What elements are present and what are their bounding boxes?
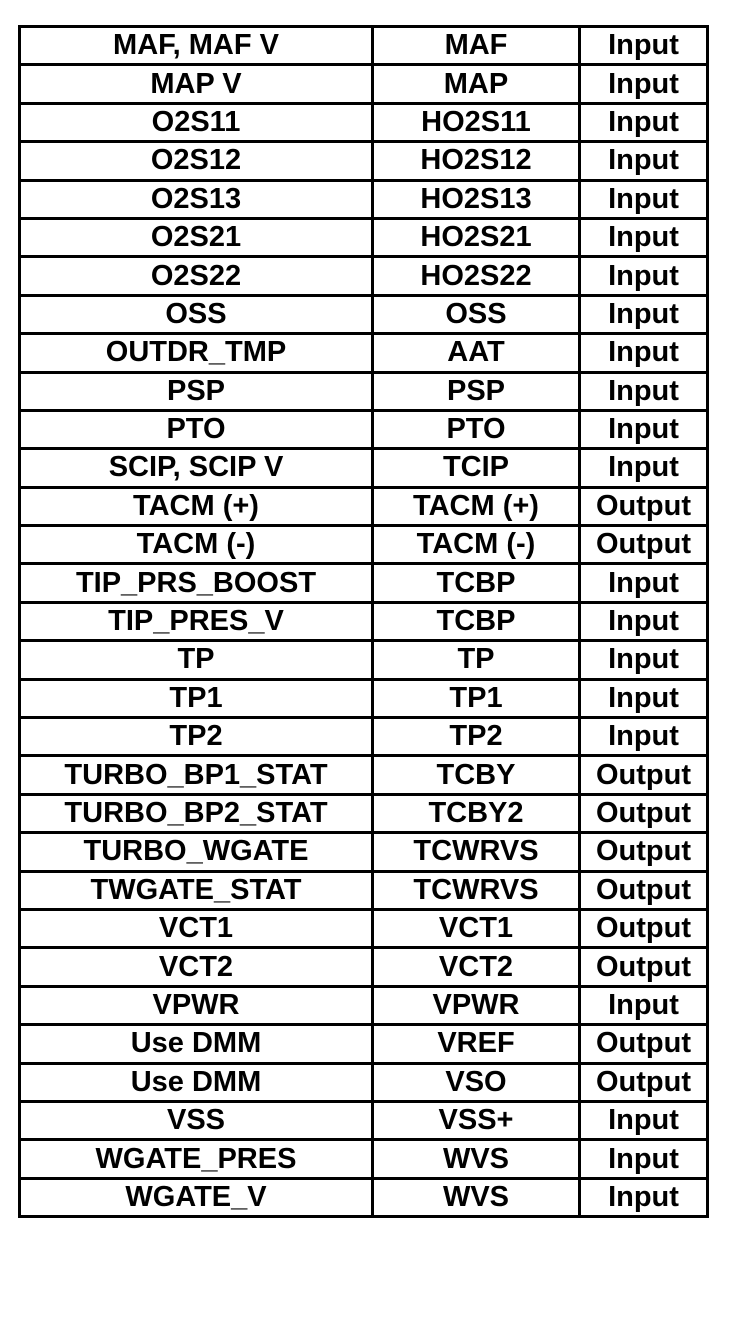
signal-name-cell: O2S22 [20, 257, 373, 295]
table-row [20, 871, 708, 909]
table-row [20, 948, 708, 986]
table-row [20, 372, 708, 410]
table-row [20, 180, 708, 218]
pin-name-cell: HO2S22 [373, 257, 580, 295]
signal-name-cell: O2S21 [20, 218, 373, 256]
direction-cell: Input [580, 103, 708, 141]
pin-name-cell: VCT2 [373, 948, 580, 986]
table-row [20, 1101, 708, 1139]
direction-cell: Input [580, 641, 708, 679]
table-row [20, 833, 708, 871]
signal-table [18, 25, 709, 1218]
direction-cell: Input [580, 449, 708, 487]
direction-cell: Input [580, 1140, 708, 1178]
signal-name-cell: TWGATE_STAT [20, 871, 373, 909]
signal-name-cell: TP [20, 641, 373, 679]
pin-name-cell: TCWRVS [373, 871, 580, 909]
direction-cell: Output [580, 1025, 708, 1063]
table-row [20, 526, 708, 564]
table-row [20, 65, 708, 103]
signal-name-cell: PTO [20, 410, 373, 448]
direction-cell: Input [580, 65, 708, 103]
table-row [20, 1063, 708, 1101]
signal-name-cell: O2S11 [20, 103, 373, 141]
direction-cell: Input [580, 1101, 708, 1139]
pin-name-cell: VSS+ [373, 1101, 580, 1139]
pin-name-cell: VCT1 [373, 909, 580, 947]
pin-name-cell: HO2S21 [373, 218, 580, 256]
signal-name-cell: VPWR [20, 986, 373, 1024]
direction-cell: Input [580, 564, 708, 602]
table-row [20, 756, 708, 794]
pin-name-cell: VREF [373, 1025, 580, 1063]
pin-name-cell: TP [373, 641, 580, 679]
pin-name-cell: TCBP [373, 564, 580, 602]
direction-cell: Input [580, 986, 708, 1024]
direction-cell: Input [580, 718, 708, 756]
table-row [20, 27, 708, 65]
signal-name-cell: WGATE_PRES [20, 1140, 373, 1178]
signal-name-cell: WGATE_V [20, 1178, 373, 1216]
pin-name-cell: PSP [373, 372, 580, 410]
signal-name-cell: PSP [20, 372, 373, 410]
signal-name-cell: TURBO_WGATE [20, 833, 373, 871]
table-row [20, 295, 708, 333]
direction-cell: Output [580, 526, 708, 564]
pin-name-cell: TP1 [373, 679, 580, 717]
pin-name-cell: WVS [373, 1178, 580, 1216]
direction-cell: Input [580, 27, 708, 65]
table-row [20, 909, 708, 947]
table-row [20, 449, 708, 487]
pin-name-cell: HO2S11 [373, 103, 580, 141]
pin-name-cell: TCBY2 [373, 794, 580, 832]
direction-cell: Input [580, 218, 708, 256]
pin-name-cell: MAF [373, 27, 580, 65]
table-row [20, 641, 708, 679]
direction-cell: Output [580, 909, 708, 947]
direction-cell: Input [580, 679, 708, 717]
table-row [20, 410, 708, 448]
table-row [20, 218, 708, 256]
pin-name-cell: HO2S12 [373, 142, 580, 180]
table-row [20, 1025, 708, 1063]
table-row [20, 103, 708, 141]
direction-cell: Input [580, 1178, 708, 1216]
direction-cell: Output [580, 794, 708, 832]
direction-cell: Input [580, 142, 708, 180]
direction-cell: Input [580, 602, 708, 640]
direction-cell: Output [580, 1063, 708, 1101]
signal-table-body [20, 27, 708, 1217]
pin-name-cell: PTO [373, 410, 580, 448]
signal-name-cell: TACM (+) [20, 487, 373, 525]
pin-name-cell: VPWR [373, 986, 580, 1024]
signal-name-cell: MAF, MAF V [20, 27, 373, 65]
signal-name-cell: O2S13 [20, 180, 373, 218]
pin-name-cell: TCIP [373, 449, 580, 487]
pin-name-cell: OSS [373, 295, 580, 333]
signal-name-cell: TURBO_BP1_STAT [20, 756, 373, 794]
direction-cell: Input [580, 410, 708, 448]
pin-name-cell: TP2 [373, 718, 580, 756]
direction-cell: Input [580, 372, 708, 410]
pin-name-cell: TACM (+) [373, 487, 580, 525]
signal-name-cell: TIP_PRS_BOOST [20, 564, 373, 602]
table-row [20, 334, 708, 372]
table-row [20, 1178, 708, 1216]
signal-name-cell: VCT2 [20, 948, 373, 986]
pin-name-cell: WVS [373, 1140, 580, 1178]
direction-cell: Output [580, 833, 708, 871]
table-row [20, 679, 708, 717]
table-row [20, 487, 708, 525]
signal-name-cell: TACM (-) [20, 526, 373, 564]
pin-name-cell: TCBP [373, 602, 580, 640]
signal-name-cell: TP1 [20, 679, 373, 717]
direction-cell: Input [580, 180, 708, 218]
direction-cell: Output [580, 871, 708, 909]
signal-name-cell: VCT1 [20, 909, 373, 947]
direction-cell: Output [580, 487, 708, 525]
signal-name-cell: OSS [20, 295, 373, 333]
pin-name-cell: VSO [373, 1063, 580, 1101]
signal-name-cell: MAP V [20, 65, 373, 103]
direction-cell: Input [580, 257, 708, 295]
direction-cell: Output [580, 756, 708, 794]
table-row [20, 1140, 708, 1178]
direction-cell: Input [580, 334, 708, 372]
pin-name-cell: MAP [373, 65, 580, 103]
table-row [20, 564, 708, 602]
pin-name-cell: TACM (-) [373, 526, 580, 564]
table-row [20, 986, 708, 1024]
signal-name-cell: Use DMM [20, 1063, 373, 1101]
table-row [20, 602, 708, 640]
signal-name-cell: TP2 [20, 718, 373, 756]
direction-cell: Output [580, 948, 708, 986]
table-row [20, 794, 708, 832]
pin-name-cell: AAT [373, 334, 580, 372]
pin-name-cell: HO2S13 [373, 180, 580, 218]
pin-name-cell: TCBY [373, 756, 580, 794]
direction-cell: Input [580, 295, 708, 333]
table-row [20, 142, 708, 180]
pin-name-cell: TCWRVS [373, 833, 580, 871]
signal-name-cell: TURBO_BP2_STAT [20, 794, 373, 832]
signal-name-cell: TIP_PRES_V [20, 602, 373, 640]
table-row [20, 257, 708, 295]
table-row [20, 718, 708, 756]
signal-name-cell: SCIP, SCIP V [20, 449, 373, 487]
signal-name-cell: O2S12 [20, 142, 373, 180]
signal-name-cell: VSS [20, 1101, 373, 1139]
signal-name-cell: OUTDR_TMP [20, 334, 373, 372]
signal-name-cell: Use DMM [20, 1025, 373, 1063]
